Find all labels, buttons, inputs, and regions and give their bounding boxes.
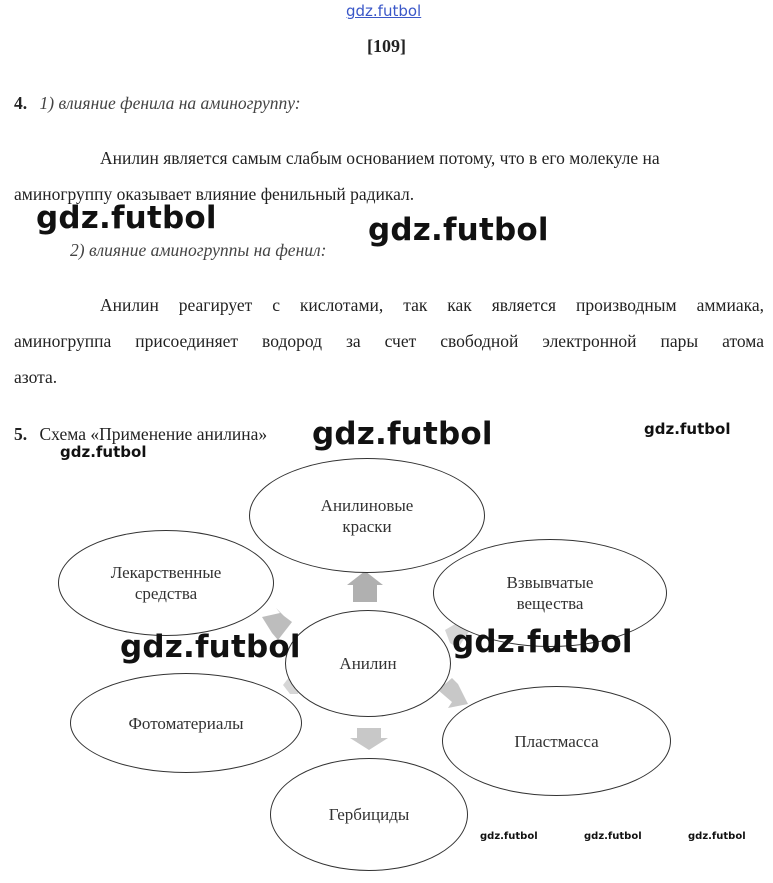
task4-paragraph1-line1: Анилин является самым слабым основанием потому, что в его молекуле на <box>100 148 660 168</box>
task5-title: Схема «Применение анилина» <box>39 424 268 444</box>
watermark-top[interactable]: gdz.futbol <box>346 2 422 20</box>
watermark-overlay: gdz.futbol <box>480 831 538 842</box>
task4-heading2: 2) влияние аминогруппы на фенил: <box>70 240 327 260</box>
node-explosives-line2: вещества <box>516 594 584 613</box>
task4-paragraph1-line2: аминогруппу оказывает влияние фенильный радикал. <box>14 184 415 204</box>
task4-paragraph2-line1: Анилин реагирует с кислотами, так как является производным аммиака, <box>100 295 764 315</box>
watermark-overlay: gdz.futbol <box>688 831 746 842</box>
node-aniline-dyes-line2: краски <box>342 516 392 536</box>
task4-paragraph2-line3: азота. <box>14 367 58 387</box>
watermark-overlay: gdz.futbol <box>36 200 217 236</box>
node-explosives-line1: Взвывчатые <box>506 573 594 592</box>
watermark-overlay: gdz.futbol <box>584 831 642 842</box>
task5-number: 5. <box>14 424 28 444</box>
task4-paragraph2-line2: аминогруппа присоединяет водород за счет свободной электронной пары атома <box>14 331 764 351</box>
arrow-up-icon <box>347 571 383 602</box>
node-herbicides: Гербициды <box>270 758 468 871</box>
task4-number: 4. <box>14 93 28 113</box>
watermark-overlay: gdz.futbol <box>60 443 147 461</box>
watermark-overlay: gdz.futbol <box>644 420 731 438</box>
node-medicine-line1: Лекарственные <box>110 563 222 582</box>
node-photo: Фотоматериалы <box>70 673 302 773</box>
watermark-overlay: gdz.futbol <box>312 416 493 452</box>
page-number: [109] <box>367 36 406 56</box>
watermark-overlay: gdz.futbol <box>120 629 301 665</box>
node-plastic: Пластмасса <box>442 686 671 796</box>
node-medicine <box>58 530 274 636</box>
node-aniline-dyes <box>249 458 485 573</box>
watermark-overlay: gdz.futbol <box>368 212 549 248</box>
node-aniline-dyes-line1: Анилиновые <box>320 495 414 515</box>
node-aniline-center: Анилин <box>285 610 451 717</box>
watermark-overlay: gdz.futbol <box>452 624 633 660</box>
task4-heading1: 1) влияние фенила на аминогруппу: <box>39 93 301 113</box>
arrow-down-icon <box>350 728 388 750</box>
node-medicine-line2: средства <box>134 584 198 603</box>
